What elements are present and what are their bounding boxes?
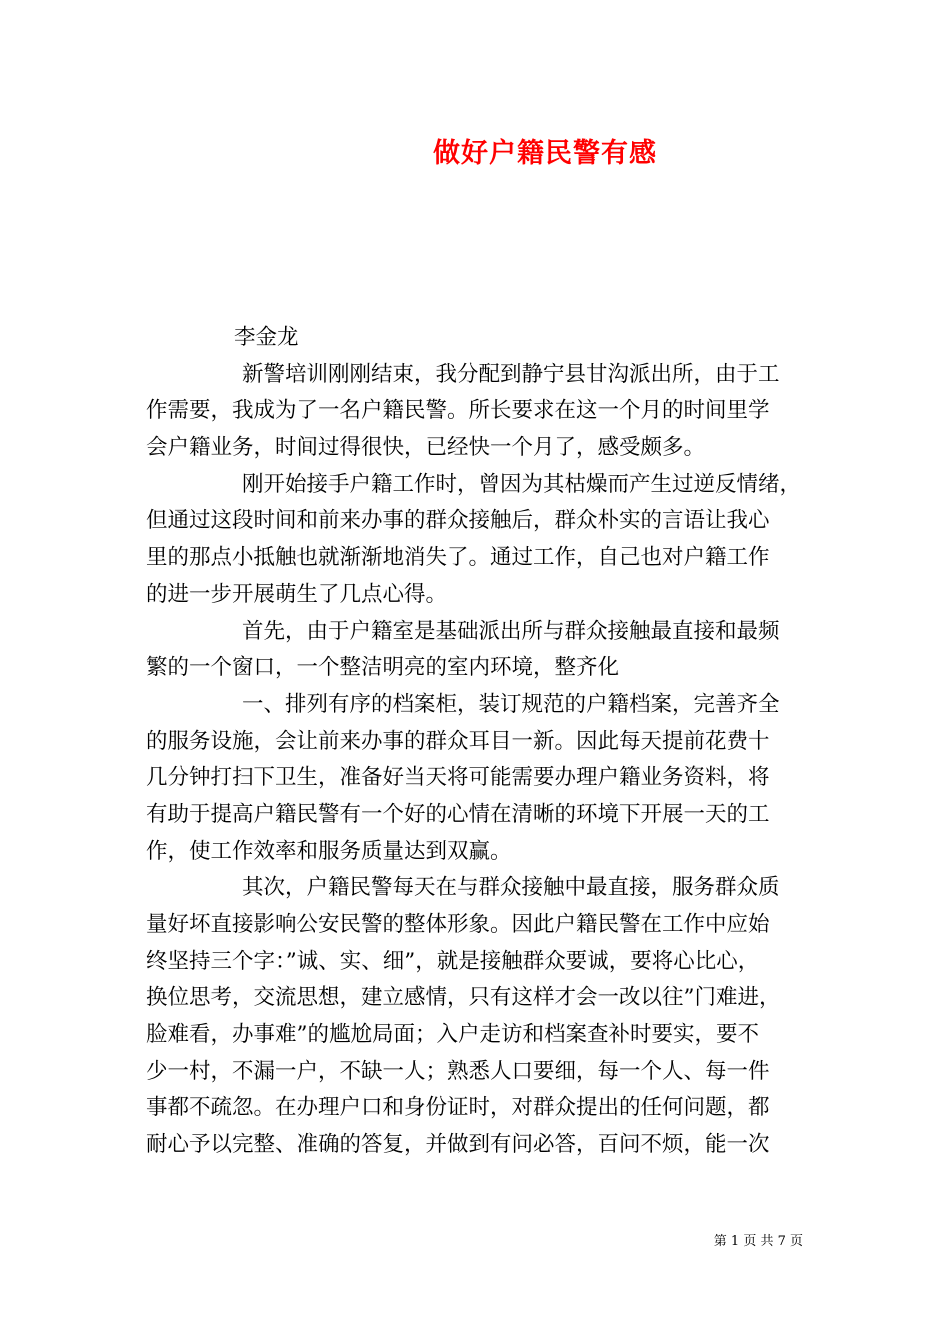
text-line: 作，使工作效率和服务质量达到双赢。 — [146, 838, 512, 864]
text-line: 但通过这段时间和前来办事的群众接触后，群众朴实的言语让我心 — [146, 508, 770, 534]
text-line: 有助于提高户籍民警有一个好的心情在清晰的环境下开展一天的工 — [146, 801, 770, 827]
paragraph-lines — [146, 357, 810, 1164]
text-line: 会户籍业务，时间过得很快，已经快一个月了，感受颇多。 — [146, 435, 706, 461]
text-line: 终坚持三个字：”诚、实、细”，就是接触群众要诚，要将心比心， — [146, 948, 760, 974]
text-line: 作需要，我成为了一名户籍民警。所长要求在这一个月的时间里学 — [146, 398, 770, 424]
author-name: 李金龙 — [234, 325, 299, 350]
text-line: 换位思考，交流思想，建立感情，只有这样才会一改以往”门难进， — [146, 985, 781, 1011]
document-body — [146, 320, 810, 1164]
text-line: 事都不疏忽。在办理户口和身份证时，对群众提出的任何问题，都 — [146, 1095, 770, 1121]
document-title: 做好户籍民警有感 — [433, 138, 657, 169]
text-line: 少一村，不漏一户，不缺一人；熟悉人口要细，每一个人、每一件 — [146, 1058, 770, 1084]
text-line: 量好坏直接影响公安民警的整体形象。因此户籍民警在工作中应始 — [146, 912, 770, 937]
text-line: 一、排列有序的档案柜，装订规范的户籍档案，完善齐全 — [242, 691, 780, 717]
text-line: 耐心予以完整、准确的答复，并做到有问必答，百问不烦，能一次 — [146, 1132, 770, 1158]
text-line: 首先，由于户籍室是基础派出所与群众接触最直接和最频 — [242, 618, 780, 644]
text-line: 里的那点小抵触也就渐渐地消失了。通过工作，自己也对户籍工作 — [146, 545, 770, 571]
page-footer: 第 1 页 共 7 页 — [713, 1234, 803, 1249]
text-line: 的服务设施，会让前来办事的群众耳目一新。因此每天提前花费十 — [146, 728, 770, 754]
text-line: 其次，户籍民警每天在与群众接触中最直接，服务群众质 — [242, 875, 780, 901]
text-line: 脸难看，办事难”的尴尬局面；入户走访和档案查补时要实，要不 — [146, 1022, 759, 1048]
text-line: 繁的一个窗口，一个整洁明亮的室内环境，整齐化 — [146, 655, 620, 681]
text-line: 新警培训刚刚结束，我分配到静宁县甘沟派出所，由于工 — [242, 361, 780, 387]
text-line: 的进一步开展萌生了几点心得。 — [146, 581, 448, 607]
text-line: 刚开始接手户籍工作时，曾因为其枯燥而产生过逆反情绪， — [242, 471, 802, 497]
text-line: 几分钟打扫下卫生，准备好当天将可能需要办理户籍业务资料，将 — [146, 765, 770, 791]
